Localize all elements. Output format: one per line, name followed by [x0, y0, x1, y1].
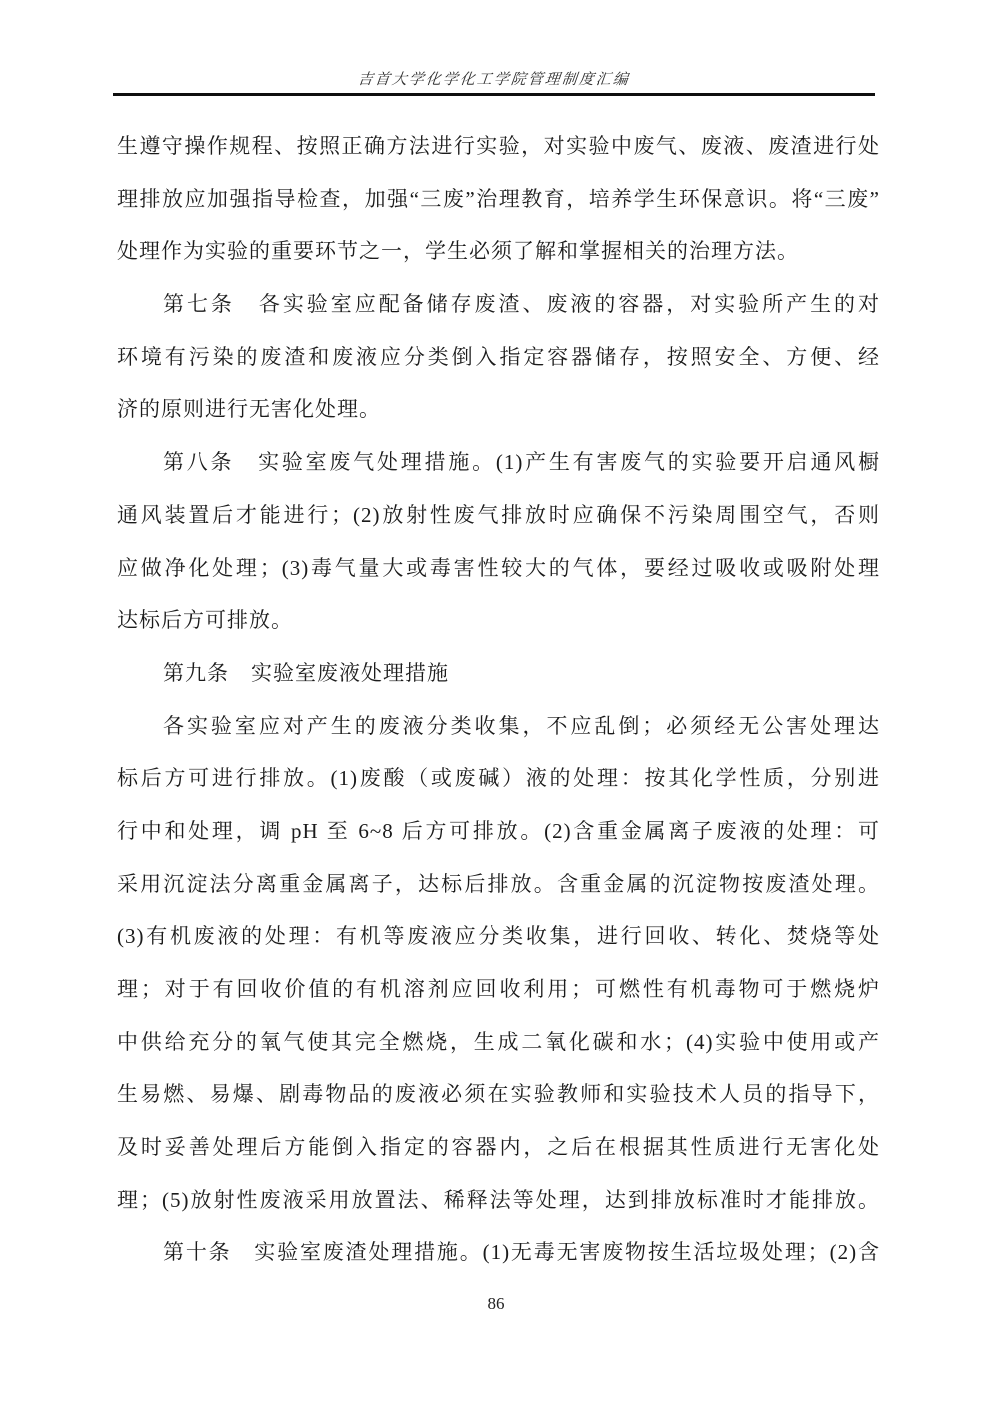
page-number: 86 — [487, 1294, 505, 1313]
text-line: 理排放应加强指导检查，加强“三废”治理教育，培养学生环保意识。将“三废” — [117, 186, 880, 211]
text-line: 及时妥善处理后方能倒入指定的容器内，之后在根据其性质进行无害化处 — [117, 1135, 880, 1160]
text-line: 标后方可进行排放。(1)废酸（或废碱）液的处理：按其化学性质，分别进 — [117, 766, 880, 791]
text-line: 环境有污染的废渣和废液应分类倒入指定容器储存，按照安全、方便、经 — [117, 344, 880, 369]
text-line: 第七条 各实验室应配备储存废渣、废液的容器，对实验所产生的对 — [163, 292, 880, 317]
text-line: 理；(5)放射性废液采用放置法、稀释法等处理，达到排放标准时才能排放。 — [117, 1187, 880, 1212]
text-line: 第八条 实验室废气处理措施。(1)产生有害废气的实验要开启通风橱 — [163, 450, 880, 475]
text-line: 应做净化处理；(3)毒气量大或毒害性较大的气体，要经过吸收或吸附处理 — [117, 555, 880, 580]
text-line: 生易燃、易爆、剧毒物品的废液必须在实验教师和实验技术人员的指导下， — [117, 1082, 880, 1107]
document-body — [117, 120, 880, 1279]
text-line: (3)有机废液的处理：有机等废液应分类收集，进行回收、转化、焚烧等处 — [117, 924, 880, 949]
text-line: 理；对于有回收价值的有机溶剂应回收利用；可燃性有机毒物可于燃烧炉 — [117, 977, 880, 1001]
text-line: 生遵守操作规程、按照正确方法进行实验，对实验中废气、废液、废渣进行处 — [117, 134, 880, 158]
text-line: 处理作为实验的重要环节之一，学生必须了解和掌握相关的治理方法。 — [117, 239, 799, 264]
text-line: 中供给充分的氧气使其完全燃烧，生成二氧化碳和水；(4)实验中使用或产 — [117, 1029, 880, 1054]
text-line: 采用沉淀法分离重金属离子，达标后排放。含重金属的沉淀物按废渣处理。 — [117, 871, 880, 896]
text-line: 达标后方可排放。 — [117, 608, 293, 633]
text-line: 第十条 实验室废渣处理措施。(1)无毒无害废物按生活垃圾处理；(2)含 — [163, 1240, 880, 1265]
text-line: 通风装置后才能进行；(2)放射性废气排放时应确保不污染周围空气，否则 — [117, 502, 880, 527]
text-line: 行中和处理，调 pH 至 6~8 后方可排放。(2)含重金属离子废液的处理：可 — [117, 818, 880, 843]
text-line: 第九条 实验室废液处理措施 — [163, 660, 449, 685]
page-header — [113, 68, 875, 96]
text-line: 济的原则进行无害化处理。 — [117, 397, 381, 422]
header-title: 吉首大学化学化工学院管理制度汇编 — [356, 72, 631, 88]
text-line: 各实验室应对产生的废液分类收集，不应乱倒；必须经无公害处理达 — [163, 713, 880, 738]
